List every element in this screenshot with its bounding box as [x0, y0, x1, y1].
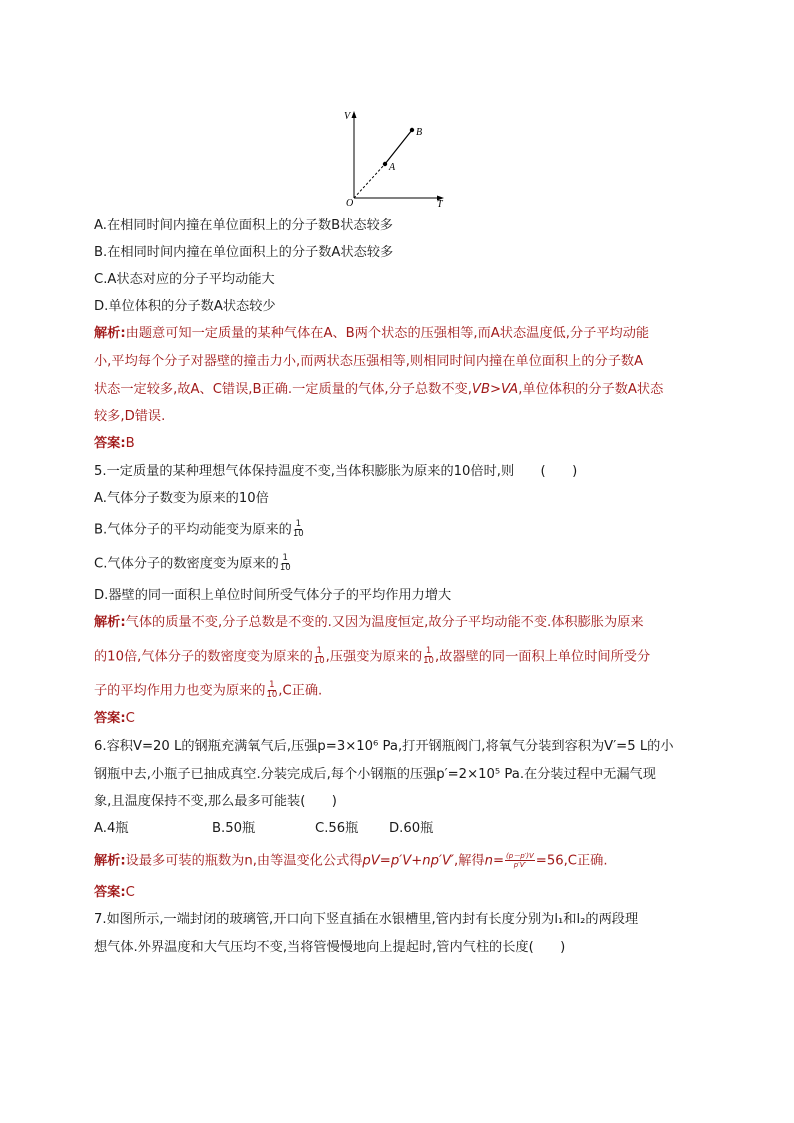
point-b [410, 128, 414, 132]
q6-option-c: C.56瓶 [315, 821, 359, 836]
fraction: $\frac{1}{10}$ [292, 519, 304, 539]
q6-option-b: B.50瓶 [212, 821, 256, 836]
q4-analysis-line-4: 较多,D错误. [94, 409, 166, 424]
fraction: $\frac{1}{10}$ [266, 680, 278, 700]
q6-answer: 答案:C [94, 885, 135, 900]
v-t-graph [340, 108, 450, 208]
q5-analysis-line-3: 子的平均作用力也变为原来的 $\frac{1}{10}$ ,C正确. [94, 680, 323, 700]
volume-compare: VB>VA [471, 382, 519, 397]
q4-analysis-line-3: 状态一定较多,故A、C错误,B正确.一定质量的气体,分子总数不变,VB>VA,单位体积的分子数A状态 [94, 382, 664, 397]
q6-stem-line-1: 6.容积V=20 L的钢瓶充满氧气后,压强p=3×10⁶ Pa,打开钢瓶阀门,将氧气分装到容积为V′=5 L的小 [94, 739, 674, 754]
q7-stem-line-2: 想气体.外界温度和大气压均不变,当将管慢慢地向上提起时,管内气柱的长度( ) [94, 940, 566, 955]
q4-option-d: D.单位体积的分子数A状态较少 [94, 299, 276, 314]
point-b-label: B [416, 127, 423, 138]
q6-analysis: 解析:设最多可装的瓶数为n,由等温变化公式得pV=p′V+np′V′,解得n= $\frac{(p-p')V}{p'V'}$ =56,C正确. [94, 852, 608, 869]
isothermal-equation: pV=p′V+np′V′ [362, 853, 455, 869]
q5-option-d: D.器壁的同一面积上单位时间所受气体分子的平均作用力增大 [94, 588, 452, 603]
q6-stem-line-2: 钢瓶中去,小瓶子已抽成真空.分装完成后,每个小钢瓶的压强p′=2×10⁵ Pa.在分装过程中无漏气现 [94, 767, 656, 782]
v-axis-label: V [344, 111, 351, 122]
analysis-label: 解析: [94, 326, 126, 341]
q5-stem: 5.一定质量的某种理想气体保持温度不变,当体积膨胀为原来的10倍时,则 ( ) [94, 464, 578, 479]
q6-option-d: D.60瓶 [389, 821, 434, 836]
t-axis-label: T [437, 199, 443, 208]
process-line-ab [385, 130, 412, 164]
dashed-extension-line [354, 164, 385, 198]
fraction: $\frac{(p-p')V}{p'V'}$ [506, 852, 534, 869]
q4-analysis-line-1: 解析:由题意可知一定质量的某种气体在A、B两个状态的压强相等,而A状态温度低,分子平均动能 [94, 326, 650, 341]
fraction: $\frac{1}{10}$ [423, 646, 434, 666]
q4-option-a: A.在相同时间内撞在单位面积上的分子数B状态较多 [94, 218, 393, 233]
point-a [383, 162, 387, 166]
v-axis-arrow [352, 111, 357, 118]
analysis-label: 解析: [94, 615, 126, 630]
q4-option-c: C.A状态对应的分子平均动能大 [94, 272, 275, 287]
q5-answer: 答案:C [94, 711, 135, 726]
q7-stem-line-1: 7.如图所示,一端封闭的玻璃管,开口向下竖直插在水银槽里,管内封有长度分别为l₁和l₂的两段理 [94, 912, 639, 927]
q4-answer: 答案:B [94, 436, 135, 451]
origin-label: O [346, 198, 354, 208]
q5-analysis-line-2: 的10倍,气体分子的数密度变为原来的 $\frac{1}{10}$ ,压强变为原来的 $\frac{1}{10}$ ,故器壁的同一面积上单位时间所受分 [94, 646, 651, 666]
q4-option-b: B.在相同时间内撞在单位面积上的分子数A状态较多 [94, 245, 394, 260]
fraction: $\frac{1}{10}$ [313, 646, 325, 666]
fraction: $\frac{1}{10}$ [279, 553, 291, 573]
q6-options [94, 820, 433, 838]
q6-stem-line-3: 象,且温度保持不变,那么最多可能装( ) [94, 794, 337, 809]
q5-option-b: B.气体分子的平均动能变为原来的 $\frac{1}{10}$ [94, 519, 304, 539]
analysis-label: 解析: [94, 853, 126, 869]
q5-option-c: C.气体分子的数密度变为原来的 $\frac{1}{10}$ [94, 553, 291, 573]
point-a-label: A [389, 162, 396, 173]
q6-option-a: A.4瓶 [94, 821, 129, 836]
q5-option-a: A.气体分子数变为原来的10倍 [94, 491, 269, 506]
q5-analysis-line-1: 解析:气体的质量不变,分子总数是不变的.又因为温度恒定,故分子平均动能不变.体积膨胀为原来 [94, 615, 644, 630]
q4-analysis-line-2: 小,平均每个分子对器壁的撞击力小,而两状态压强相等,则相同时间内撞在单位面积上的分子数A [94, 354, 644, 369]
